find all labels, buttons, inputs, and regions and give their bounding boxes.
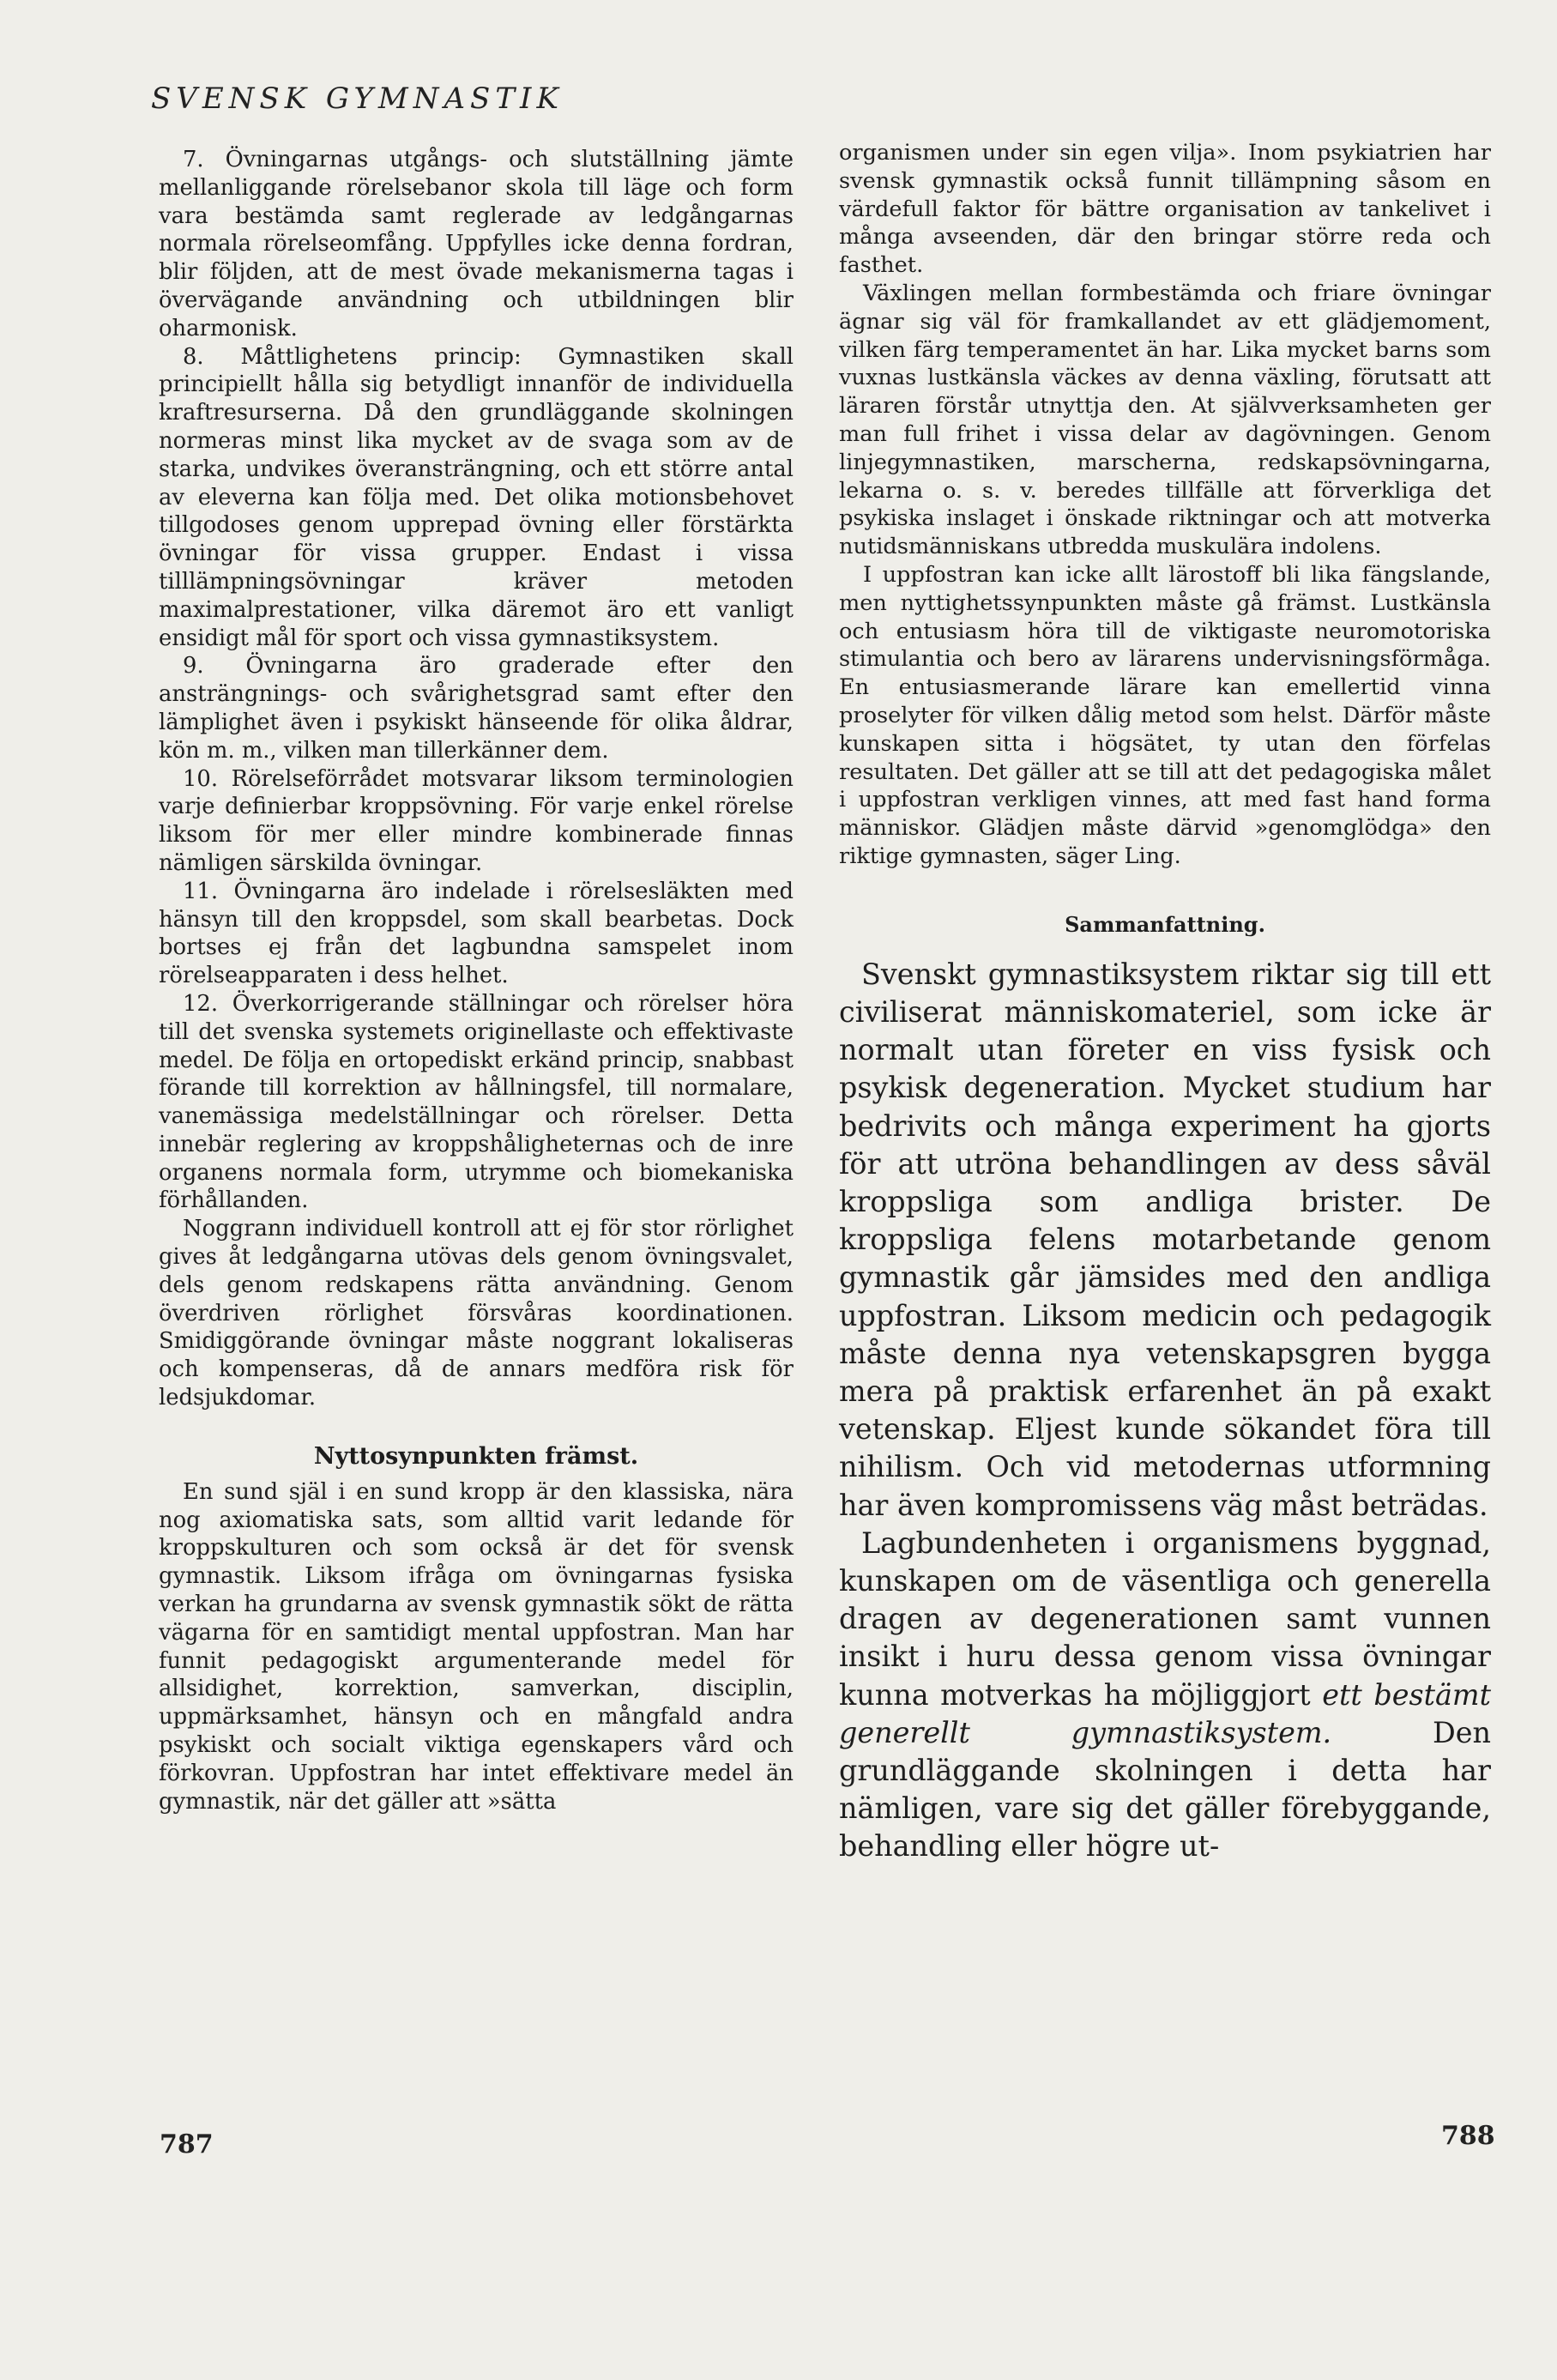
- page-number-right: 788: [1441, 2121, 1495, 2151]
- section-heading-nyttosynpunkten: Nyttosynpunkten främst.: [313, 1442, 639, 1470]
- summary-text-after: Den grundläggande skolningen i detta har nämligen, vare sig det gäller förebyggande, behandling eller högre ut-: [839, 1715, 1491, 1864]
- paragraph-uppfostran: I uppfostran kan icke allt lärostoff bli lika fängslande, men nyttighetssynpunkten måste gå främst. Lustkänsla och entusiasm höra till de viktigaste neuromotoriska stimulantia och bero av lärarens undervisningsförmåga. En entusiasmerande lärare kan emellertid vinna proselyter för vilken dålig metod som helst. Därför måste kunskapen sitta i högsätet, ty utan den förfelas resultaten. Det gäller att se till att det pedagogiska målet i uppfostran verkligen vinnes, att med fast hand forma människor. Glädjen måste därvid »genomglödga» den riktige gymnasten, säger Ling.: [839, 561, 1491, 869]
- paragraph-vaxlingen: Växlingen mellan formbestämda och friare övningar ägnar sig väl för framkallandet av ett glädjemoment, vilken färg temperamentet än har. Lika mycket barns som vuxnas lustkänsla väckes av denna växling, förutsatt att läraren förstår utnyttja den. At självverksamheten ger man full frihet i vissa delar av dagövningen. Genom linjegymnastiken, marscherna, redskapsövningarna, lekarna o. s. v. beredes tillfälle att förverkliga det psykiska inslaget i önskade riktningar och att motverka nutidsmänniskans utbredda muskulära indolens.: [839, 280, 1491, 560]
- running-head: SVENSK GYMNASTIK: [151, 82, 564, 116]
- summary-text-before: Lagbundenheten i organismens byggnad, kunskapen om de väsentliga och generella dragen av degenerationen samt vunnen insikt i huru dessa genom vissa övningar kunna motverkas ha möjliggjort: [839, 1525, 1491, 1712]
- summary-block: [839, 956, 1491, 1866]
- paragraph-continuation: organismen under sin egen vilja». Inom psykiatrien har svensk gymnastik också funnit tillämpning såsom en värdefull faktor för bättre organisation av tankelivet i många avseenden, där den bringar större reda och fasthet.: [839, 140, 1491, 279]
- paragraph-10: 10. Rörelseförrådet motsvarar liksom terminologien varje definierbar kroppsövning. För varje enkel rörelse liksom för mer eller mindre kombinerade finnas nämligen särskilda övningar.: [159, 765, 794, 876]
- summary-paragraph-1: Svenskt gymnastiksystem riktar sig till ett civiliserat människomateriel, som icke är normalt utan företer en viss fysisk och psykisk degeneration. Mycket studium har bedrivits och många experiment ha gjorts för att utröna behandlingen av dess såväl kroppsliga som andliga brister. De kroppsliga felens motarbetande genom gymnastik går jämsides med den andliga uppfostran. Liksom medicin och pedagogik måste denna nya vetenskapsgren bygga mera på praktisk erfarenhet än på exakt vetenskap. Eljest kunde sökandet föra till nihilism. Och vid metodernas utformning har även kompromissens väg måst beträdas.: [839, 957, 1491, 1522]
- paragraph-8: 8. Måttlighetens princip: Gymnastiken skall principiellt hålla sig betydligt innanför de individuella kraftresurserna. Då den grundläggande skolningen normeras minst lika mycket av de svaga som av de starka, undvikes överansträngning, och ett större antal av eleverna kan följa med. Det olika motionsbehovet tillgodoses genom upprepad övning eller förstärkta övningar för vissa grupper. Endast i vissa tilllämpningsövningar kräver metoden maximalprestationer, vilka däremot äro ett vanligt ensidigt mål för sport och vissa gymnastiksystem.: [159, 343, 794, 651]
- page-number-left: 787: [160, 2129, 214, 2160]
- right-column: [839, 139, 1491, 1866]
- paragraph-sund-sjal: En sund själ i en sund kropp är den klassiska, nära nog axiomatiska sats, som alltid varit ledande för kroppskulturen och som också är det för svensk gymnastik. Liksom ifråga om övningarnas fysiska verkan ha grundarna av svensk gymnastik sökt de rätta vägarna för en samtidigt mental uppfostran. Man har funnit pedagogiskt argumenterande medel för allsidighet, korrektion, samverkan, disciplin, uppmärksamhet, hänsyn och en mångfald andra psykiskt och socialt viktiga egenskapers vård och förkovran. Uppfostran har intet effektivare medel än gymnastik, när det gäller att »sätta: [159, 1478, 794, 1815]
- paragraph-7: 7. Övningarnas utgångs- och slutställning jämte mellanliggande rörelsebanor skola till läge och form vara bestämda samt reglerade av ledgångarnas normala rörelseomfång. Uppfylles icke denna fordran, blir följden, att de mest övade mekanismerna tagas i övervägande användning och utbildningen blir oharmonisk.: [159, 147, 794, 341]
- paragraph-11: 11. Övningarna äro indelade i rörelsesläkten med hänsyn till den kroppsdel, som skall bearbetas. Dock bortses ej från det lagbundna samspelet inom rörelseapparaten i dess helhet.: [159, 878, 794, 989]
- section-heading-sammanfattning: Sammanfattning.: [1065, 911, 1265, 937]
- summary-paragraph-2: [839, 1525, 1491, 1866]
- summary-emphasis: ett bestämt generellt gymnastiksystem.: [839, 1677, 1491, 1749]
- paragraph-12: 12. Överkorrigerande ställningar och rörelser höra till det svenska systemets originellaste och effektivaste medel. De följa en ortopediskt erkänd princip, snabbast förande till korrektion av hållningsfel, till normalare, vanemässiga medelställningar och rörelser. Detta innebär reglering av kroppshåligheternas och de inre organens normala form, utrymme och biomekaniska förhållanden.: [159, 990, 794, 1214]
- paragraph-noggrann: Noggrann individuell kontroll att ej för stor rörlighet gives åt ledgångarna utövas dels genom övningsvalet, dels genom redskapens rätta användning. Genom överdriven rörlighet försvåras koordinationen. Smidiggörande övningar måste noggrant lokaliseras och kompenseras, då de annars medföra risk för ledsjukdomar.: [159, 1216, 794, 1411]
- left-column: [159, 146, 794, 1815]
- paragraph-9: 9. Övningarna äro graderade efter den ansträngnings- och svårighetsgrad samt efter den lämplighet även i psykiskt hänseende för olika åldrar, kön m. m., vilken man tillerkänner dem.: [159, 653, 794, 764]
